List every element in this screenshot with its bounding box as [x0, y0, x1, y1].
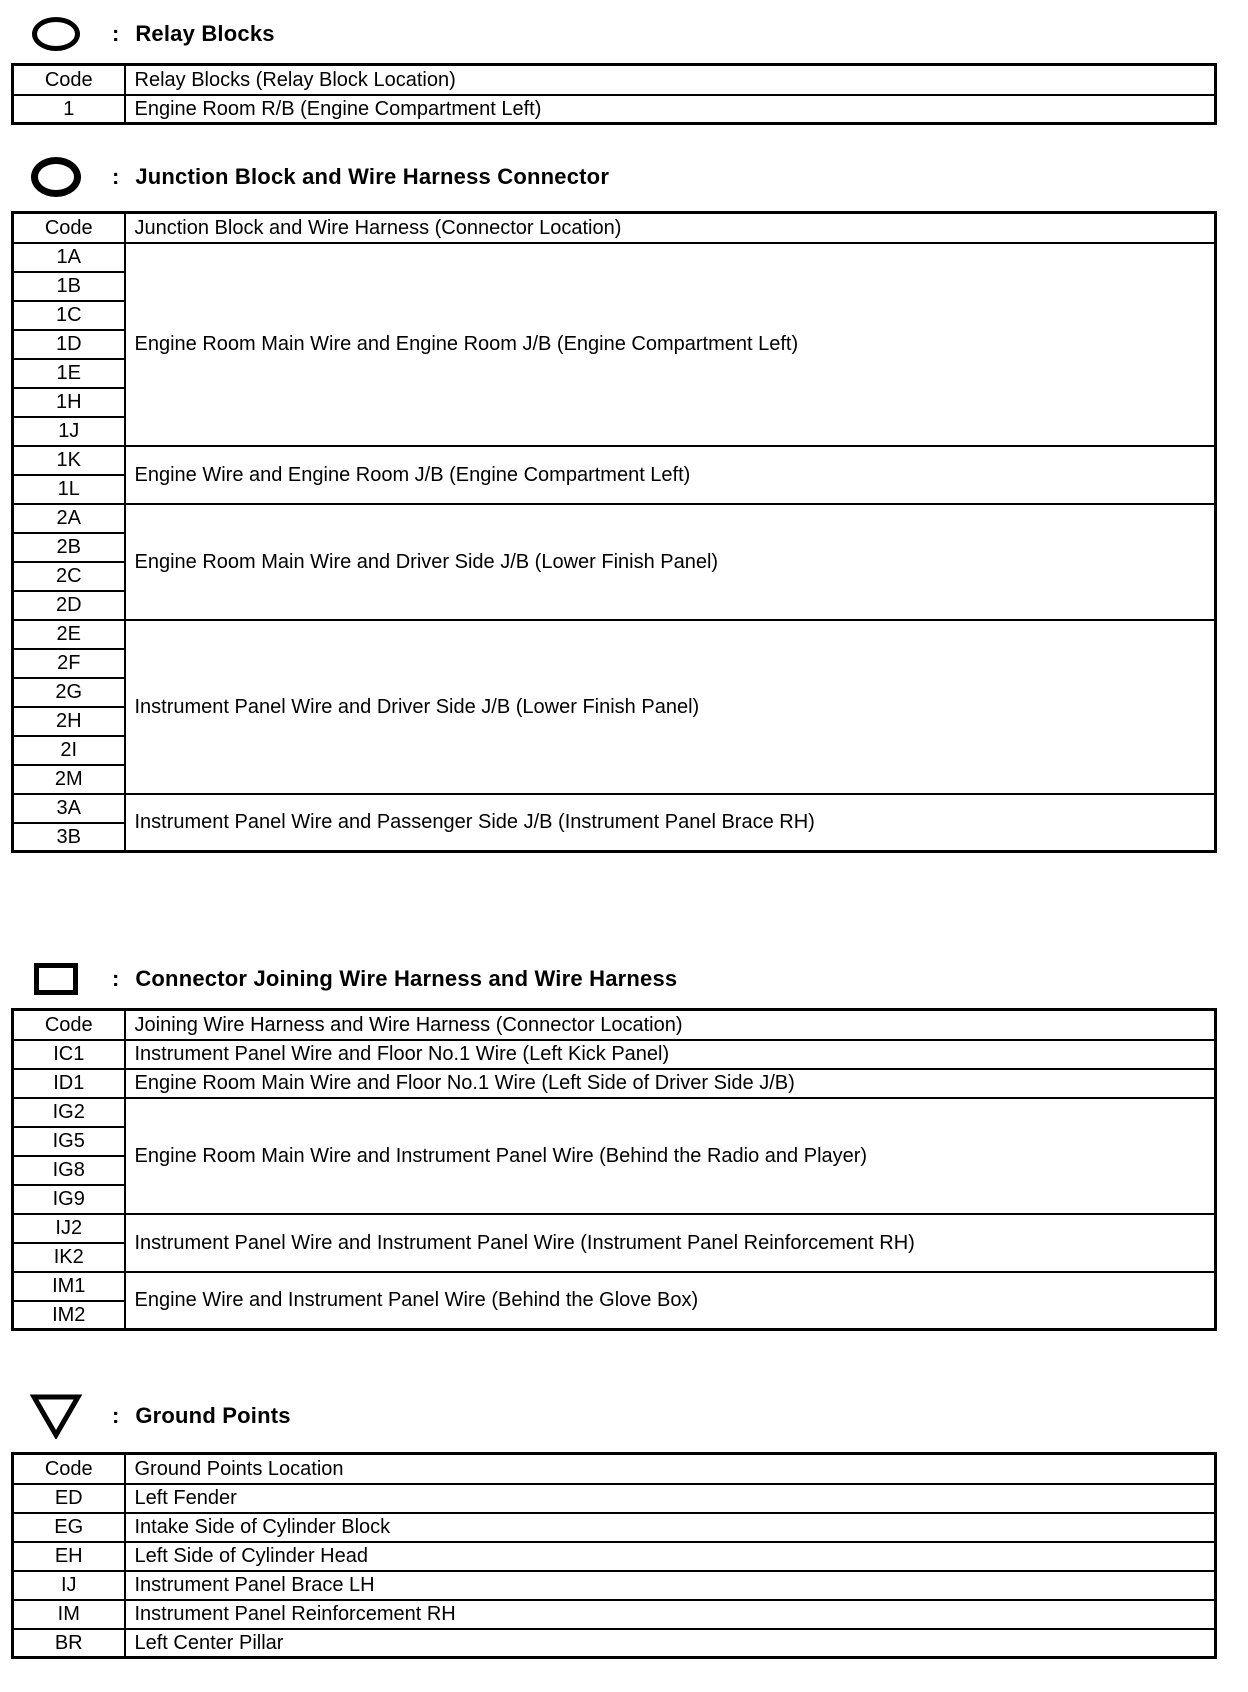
description-cell: Intake Side of Cylinder Block: [125, 1513, 1216, 1542]
code-cell: IG8: [13, 1156, 125, 1185]
table-row: [13, 1629, 1216, 1658]
code-header: Code: [13, 65, 125, 95]
code-cell: 1C: [13, 301, 125, 330]
table-row: [13, 1484, 1216, 1513]
table-row: [13, 620, 1216, 649]
description-cell: Engine Room R/B (Engine Compartment Left): [125, 95, 1216, 124]
code-cell: BR: [13, 1629, 125, 1658]
section-title: Junction Block and Wire Harness Connector: [135, 164, 610, 189]
table-row: [13, 1098, 1216, 1127]
section-title: Ground Points: [135, 1403, 291, 1428]
code-cell: 2C: [13, 562, 125, 591]
relay-block-oval-icon: [30, 12, 82, 56]
description-header: Junction Block and Wire Harness (Connector Location): [125, 213, 1216, 243]
description-cell: Instrument Panel Wire and Passenger Side J/B (Instrument Panel Brace RH): [125, 794, 1216, 852]
table-row: [13, 446, 1216, 475]
code-cell: 1H: [13, 388, 125, 417]
junction-block-table: [11, 211, 1217, 853]
code-cell: 2M: [13, 765, 125, 794]
description-cell: Instrument Panel Wire and Driver Side J/B (Lower Finish Panel): [125, 620, 1216, 794]
table-row: [13, 1542, 1216, 1571]
description-cell: Left Side of Cylinder Head: [125, 1542, 1216, 1571]
section-connector-joining-heading: : Connector Joining Wire Harness and Wire Harness: [30, 957, 930, 1001]
table-row: [13, 95, 1216, 124]
description-cell: Engine Room Main Wire and Floor No.1 Wire (Left Side of Driver Side J/B): [125, 1069, 1216, 1098]
section-relay-blocks-heading: : Relay Blocks: [30, 12, 930, 56]
ground-points-table: [11, 1452, 1217, 1659]
description-header: Ground Points Location: [125, 1454, 1216, 1484]
description-cell: Instrument Panel Wire and Floor No.1 Wire (Left Kick Panel): [125, 1040, 1216, 1069]
table-header-row: [13, 1010, 1216, 1040]
code-header: Code: [13, 1010, 125, 1040]
section-title: Relay Blocks: [135, 21, 275, 46]
description-cell: Engine Room Main Wire and Driver Side J/B (Lower Finish Panel): [125, 504, 1216, 620]
table-row: [13, 1040, 1216, 1069]
code-cell: 3B: [13, 823, 125, 852]
description-header: Relay Blocks (Relay Block Location): [125, 65, 1216, 95]
code-header: Code: [13, 1454, 125, 1484]
table-header-row: [13, 1454, 1216, 1484]
section-junction-block-heading: : Junction Block and Wire Harness Connector: [30, 155, 930, 199]
code-cell: 2B: [13, 533, 125, 562]
section-ground-points-heading: : Ground Points: [30, 1394, 930, 1438]
description-cell: Instrument Panel Reinforcement RH: [125, 1600, 1216, 1629]
code-cell: 2H: [13, 707, 125, 736]
description-cell: Instrument Panel Wire and Instrument Panel Wire (Instrument Panel Reinforcement RH): [125, 1214, 1216, 1272]
table-row: [13, 1600, 1216, 1629]
table-row: [13, 1571, 1216, 1600]
code-header: Code: [13, 213, 125, 243]
description-cell: Engine Room Main Wire and Instrument Panel Wire (Behind the Radio and Player): [125, 1098, 1216, 1214]
code-cell: 2A: [13, 504, 125, 533]
code-cell: 1K: [13, 446, 125, 475]
connector-joining-table: [11, 1008, 1217, 1331]
connector-rectangle-icon: [30, 957, 82, 1001]
code-cell: ID1: [13, 1069, 125, 1098]
code-cell: IG5: [13, 1127, 125, 1156]
code-cell: 2D: [13, 591, 125, 620]
ground-point-triangle-icon: [30, 1394, 82, 1438]
code-cell: ED: [13, 1484, 125, 1513]
table-row: [13, 504, 1216, 533]
description-cell: Left Center Pillar: [125, 1629, 1216, 1658]
code-cell: 2E: [13, 620, 125, 649]
code-cell: EH: [13, 1542, 125, 1571]
code-cell: 2G: [13, 678, 125, 707]
relay-blocks-table: [11, 63, 1217, 125]
code-cell: 1B: [13, 272, 125, 301]
code-cell: IM2: [13, 1301, 125, 1330]
code-cell: IJ: [13, 1571, 125, 1600]
table-row: [13, 1513, 1216, 1542]
code-cell: IG2: [13, 1098, 125, 1127]
code-cell: 1J: [13, 417, 125, 446]
code-cell: IM: [13, 1600, 125, 1629]
table-header-row: [13, 65, 1216, 95]
description-cell: Left Fender: [125, 1484, 1216, 1513]
table-row: [13, 1272, 1216, 1301]
description-cell: Engine Room Main Wire and Engine Room J/B (Engine Compartment Left): [125, 243, 1216, 446]
table-row: [13, 243, 1216, 272]
table-row: [13, 1069, 1216, 1098]
code-cell: 1L: [13, 475, 125, 504]
code-cell: 3A: [13, 794, 125, 823]
code-cell: IC1: [13, 1040, 125, 1069]
code-cell: 1D: [13, 330, 125, 359]
table-row: [13, 794, 1216, 823]
table-header-row: [13, 213, 1216, 243]
table-row: [13, 1214, 1216, 1243]
code-cell: 2I: [13, 736, 125, 765]
code-cell: IK2: [13, 1243, 125, 1272]
description-header: Joining Wire Harness and Wire Harness (Connector Location): [125, 1010, 1216, 1040]
code-cell: IM1: [13, 1272, 125, 1301]
code-cell: 1A: [13, 243, 125, 272]
section-title: Connector Joining Wire Harness and Wire Harness: [135, 966, 678, 991]
code-cell: IJ2: [13, 1214, 125, 1243]
code-cell: IG9: [13, 1185, 125, 1214]
description-cell: Engine Wire and Instrument Panel Wire (Behind the Glove Box): [125, 1272, 1216, 1330]
description-cell: Instrument Panel Brace LH: [125, 1571, 1216, 1600]
code-cell: 2F: [13, 649, 125, 678]
code-cell: 1: [13, 95, 125, 124]
junction-block-oval-icon: [30, 155, 82, 199]
description-cell: Engine Wire and Engine Room J/B (Engine Compartment Left): [125, 446, 1216, 504]
code-cell: 1E: [13, 359, 125, 388]
code-cell: EG: [13, 1513, 125, 1542]
